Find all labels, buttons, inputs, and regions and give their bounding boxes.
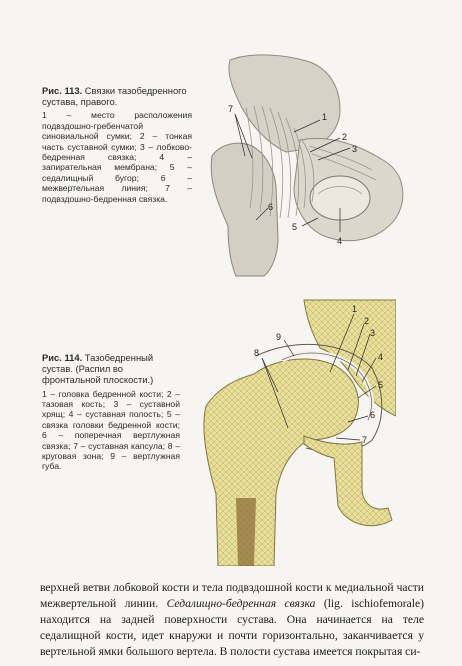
- body-text-part-2: (lig. ischiofemorale) находится на задней поверхности сустава. Она начинается на теле седалищной кости, идет кнаружи и почти горизонтально, заканчивается у вертельной ямки большого вертела. В полости сустава имеется покрытая си-: [40, 597, 425, 658]
- figure-114-label-4: 4: [378, 352, 384, 362]
- figure-114-label-5: 5: [378, 380, 384, 390]
- figure-114-label-8: 8: [254, 348, 260, 358]
- body-text-part-1: верхней ветви лобковой кости и тела подвздошной кости к медиальной части межвертельной линии.: [40, 581, 424, 610]
- figure-114-label-2: 2: [364, 316, 370, 326]
- figure-113-illustration: [190, 48, 420, 278]
- figure-113-label-4: 4: [337, 236, 343, 246]
- figure-113-title: [42, 85, 192, 107]
- hip-ligaments-drawing: [190, 48, 420, 278]
- figure-114-label-9: 9: [276, 332, 282, 342]
- figure-113-label-7: 7: [228, 104, 234, 114]
- figure-114-number: Рис. 114.: [42, 352, 83, 363]
- figure-114-label-1: 1: [352, 304, 358, 314]
- figure-113-caption: [42, 85, 192, 204]
- figure-114-title: [42, 352, 180, 386]
- figure-114-caption: [42, 352, 180, 472]
- body-italic-term: Седалищно-бедренная связка: [166, 597, 316, 610]
- figure-113-label-3: 3: [352, 144, 358, 154]
- figure-113-label-5: 5: [292, 222, 298, 232]
- figure-114-label-3: 3: [370, 328, 376, 338]
- figure-113-label-2: 2: [342, 132, 348, 142]
- figure-113-title-text: Связки тазобедренного сустава, правого.: [42, 85, 187, 108]
- figure-114-label-7: 7: [362, 435, 368, 445]
- figure-114-title-text: Тазобедренный сустав. (Распил во фронтальной плоскости.): [42, 352, 154, 386]
- figure-114-legend: 1 – головка бедренной кости; 2 – тазовая кость; 3 – суставной хрящ; 4 – суставная полость; 5 – связка головки бедренной кости; 6 – поперечная вертлужная связка; 7 – суставная капсула; 8 – круговая зона; 9 – вертлужная губа.: [42, 388, 180, 472]
- figure-113-label-6: 6: [268, 202, 274, 212]
- body-text: [40, 580, 424, 660]
- figure-114-label-6: 6: [370, 410, 376, 420]
- body-paragraph: [40, 580, 424, 660]
- figure-113-number: Рис. 113.: [42, 85, 83, 96]
- hip-joint-section-drawing: [196, 298, 396, 566]
- figure-113-label-1: 1: [322, 112, 328, 122]
- figure-113-legend: 1 – место расположения подвздошно-гребенчатой синовиальной сумки; 2 – тонкая часть суставной сумки; 3 – лобково-бедренная связка; 4 – запирательная мембрана; 5 – седалищный бугор; 6 – межвертельная линия; 7 – подвздошно-бедренная связка.: [42, 110, 192, 204]
- figure-114-illustration: [196, 298, 396, 566]
